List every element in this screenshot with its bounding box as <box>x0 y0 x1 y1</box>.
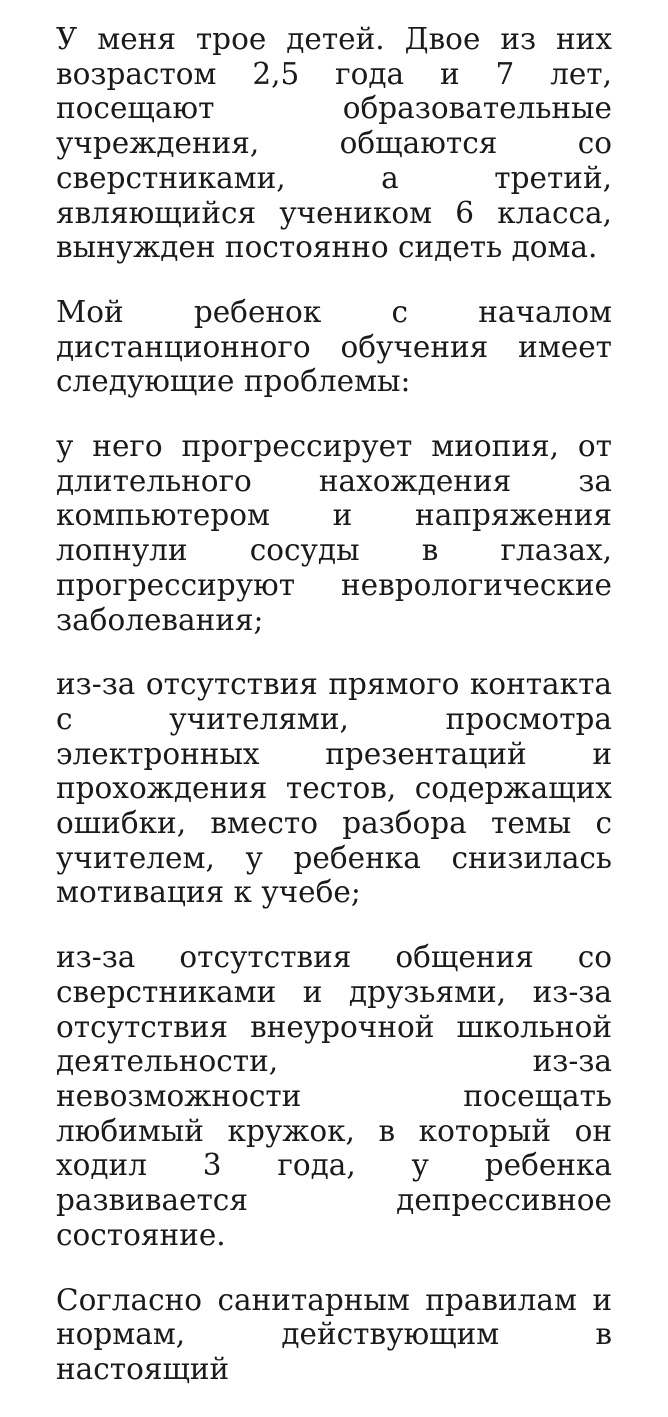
paragraph-motivation: из-за отсутствия прямого контакта с учителями, просмотра электронных презентаций и прохождения тестов, содержащих ошибки, вместо разбора темы с учителем, у ребенка снизилась мотивация к учебе; <box>56 667 612 910</box>
article-body <box>56 22 612 1417</box>
paragraph-sanitary-rules: Согласно санитарным правилам и нормам, действующим в настоящий <box>56 1282 612 1386</box>
paragraph-problems-intro: Мой ребенок с началом дистанционного обучения имеет следующие проблемы: <box>56 294 612 399</box>
paragraph-myopia: у него прогрессирует миопия, от длительного нахождения за компьютером и напряжения лопнули сосуды в глазах, прогрессируют неврологические заболевания; <box>56 429 612 637</box>
paragraph-depression: из-за отсутствия общения со сверстниками и друзьями, из-за отсутствия внеурочной школьной деятельности, из-за невозможности посещать любимый кружок, в который он ходил 3 года, у ребенка развивается депрессивное состояние. <box>56 940 612 1252</box>
paragraph-children: У меня трое детей. Двое из них возрастом 2,5 года и 7 лет, посещают образовательные учреждения, общаются со сверстниками, а третий, являющийся учеником 6 класса, вынужден постоянно сидеть дома. <box>56 22 612 265</box>
